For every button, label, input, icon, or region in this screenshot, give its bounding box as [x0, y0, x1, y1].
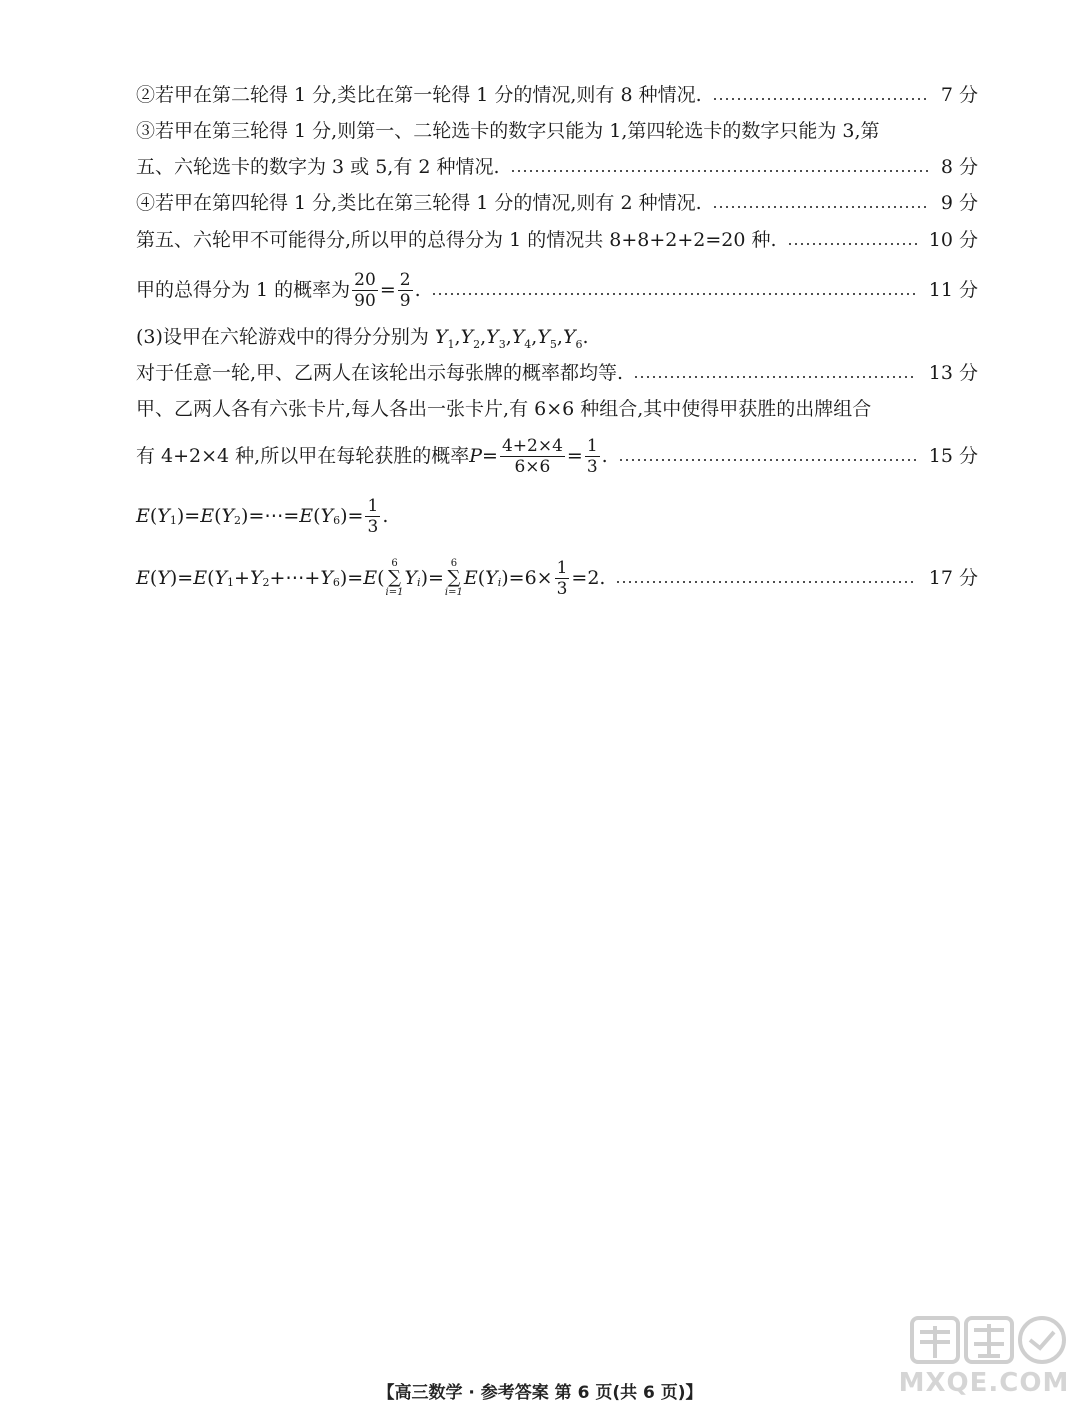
subscript: 6 [333, 514, 341, 527]
numerator: 20 [354, 269, 376, 290]
var-y: Y [221, 505, 235, 527]
var-y: Y [511, 326, 525, 348]
operator: =6× [508, 567, 553, 589]
solution-line-3 [136, 152, 978, 182]
operator: )=⋯= [241, 505, 300, 527]
expect-e: E [299, 505, 314, 527]
score-label: 11 分 [928, 279, 978, 301]
leader-dots [431, 293, 917, 295]
comma: , [480, 326, 487, 348]
var-p: P [469, 445, 483, 467]
period: . [414, 279, 421, 301]
var-y: Y [214, 567, 228, 589]
solution-line-8 [136, 358, 978, 388]
line-text: 对于任意一轮,甲、乙两人在该轮出示每张牌的概率都均等. [136, 362, 624, 384]
subscript: 2 [262, 576, 270, 589]
var-y: Y [320, 567, 333, 589]
line-text: 甲的总得分为 1 的概率为 [136, 279, 351, 301]
var-y: Y [320, 505, 334, 527]
summation [445, 558, 463, 598]
subscript: i [497, 576, 502, 589]
subscript: 6 [332, 576, 340, 589]
score-label: 8 分 [940, 156, 978, 178]
score-label: 15 分 [928, 445, 978, 467]
leader-dots [618, 459, 917, 461]
line-text: 有 4+2×4 种,所以甲在每轮获胜的概率 [136, 445, 470, 467]
denominator: 3 [367, 516, 379, 537]
equals-sign: = [482, 445, 498, 467]
subscript: 1 [169, 514, 177, 527]
subscript: 1 [447, 338, 455, 351]
score-label: 10 分 [928, 229, 978, 251]
leader-dots [712, 206, 929, 208]
subscript: 1 [227, 576, 235, 589]
var-y: Y [157, 505, 170, 527]
leader-dots [615, 581, 916, 583]
period: . [582, 326, 589, 348]
line-text: ④若甲在第四轮得 1 分,类比在第三轮得 1 分的情况,则有 2 种情况. [136, 192, 702, 214]
var-y: Y [537, 326, 550, 348]
sum-upper: 6 [450, 558, 458, 569]
operator: )= [176, 505, 201, 527]
operator: + [234, 567, 250, 589]
paren: )= [420, 567, 444, 589]
subscript: 4 [524, 338, 532, 351]
solution-line-12 [136, 556, 978, 600]
var-y: Y [157, 567, 170, 589]
fraction [398, 270, 413, 311]
subscript: 2 [234, 514, 242, 527]
subscript: 2 [473, 338, 481, 351]
line-text: 甲、乙两人各有六张卡片,每人各出一张卡片,有 6×6 种组合,其中使得甲获胜的出牌组合 [136, 398, 872, 420]
var-y: Y [486, 326, 499, 348]
equals-sign: = [379, 279, 396, 301]
operator: )= [339, 567, 364, 589]
numerator: 1 [367, 495, 379, 516]
sigma-icon: ∑ [388, 567, 401, 588]
expect-e: E [363, 567, 378, 589]
solution-line-2 [136, 116, 978, 146]
sum-lower: i=1 [444, 587, 463, 598]
comma: , [531, 326, 538, 348]
operator: )= [340, 505, 364, 527]
solution-line-7 [136, 322, 978, 352]
watermark-text: MXQE.COM [898, 1368, 1070, 1398]
line-text: ②若甲在第二轮得 1 分,类比在第一轮得 1 分的情况,则有 8 种情况. [136, 84, 702, 106]
leader-dots [633, 376, 917, 378]
paren: ( [313, 505, 321, 527]
sum-lower: i=1 [385, 587, 404, 598]
numerator: 2 [399, 269, 411, 290]
solution-line-9 [136, 394, 978, 424]
paren: ( [377, 567, 385, 589]
page-footer: 【高三数学 · 参考答案 第 6 页(共 6 页)】 [377, 1383, 703, 1403]
line-text: ③若甲在第三轮得 1 分,则第一、二轮选卡的数字只能为 1,第四轮选卡的数字只能为 3,第 [136, 120, 880, 142]
fraction [585, 436, 600, 477]
paren: ( [477, 567, 486, 589]
solution-line-11 [136, 496, 978, 536]
var-y: Y [404, 567, 418, 589]
operator: +⋯+ [269, 567, 321, 589]
answer-logo-icon [898, 1312, 1070, 1372]
line-text: 第五、六轮甲不可能得分,所以甲的总得分为 1 的情况共 8+8+2+2=20 种. [136, 229, 777, 251]
solution-line-10 [136, 436, 978, 476]
equals-sign: = [566, 445, 583, 467]
var-y: Y [485, 567, 498, 589]
paren: ( [214, 505, 222, 527]
paren: ( [149, 567, 158, 589]
fraction [555, 558, 570, 599]
var-y: Y [249, 567, 263, 589]
leader-dots [510, 170, 929, 172]
line-text: (3)设甲在六轮游戏中的得分分别为 [136, 326, 435, 348]
solution-line-6 [136, 270, 978, 310]
denominator: 3 [556, 578, 568, 599]
solution-line-4 [136, 188, 978, 218]
solution-line-5 [136, 225, 978, 255]
solution-line-1 [136, 80, 978, 110]
expect-e: E [193, 567, 208, 589]
score-label: 7 分 [940, 84, 978, 106]
denominator: 3 [586, 456, 598, 477]
denominator: 90 [354, 290, 376, 311]
expect-e: E [463, 567, 478, 589]
comma: , [505, 326, 512, 348]
leader-dots [712, 98, 929, 100]
score-label: 9 分 [940, 192, 978, 214]
line-text: 五、六轮选卡的数字为 3 或 5,有 2 种情况. [136, 156, 500, 178]
score-label: 17 分 [928, 567, 978, 589]
denominator: 6×6 [514, 456, 551, 477]
sigma-icon: ∑ [447, 567, 461, 588]
var-y: Y [562, 326, 576, 348]
subscript: 3 [498, 338, 506, 351]
result: =2. [571, 567, 606, 589]
numerator: 1 [556, 557, 568, 578]
numerator: 1 [586, 435, 598, 456]
expect-e: E [136, 505, 150, 527]
paren: ( [149, 505, 158, 527]
var-y: Y [460, 326, 474, 348]
fraction [500, 436, 565, 477]
paren: ( [207, 567, 215, 589]
var-y: Y [434, 326, 448, 348]
paren: ) [501, 567, 509, 589]
fraction [365, 496, 380, 537]
expect-e: E [200, 505, 215, 527]
denominator: 9 [399, 290, 411, 311]
subscript: 5 [549, 338, 557, 351]
score-label: 13 分 [928, 362, 978, 384]
subscript: 6 [575, 338, 583, 351]
subscript: i [417, 576, 421, 589]
paren: )= [169, 567, 194, 589]
expect-e: E [136, 567, 150, 589]
comma: , [454, 326, 461, 348]
summation [386, 558, 404, 598]
comma: , [556, 326, 563, 348]
leader-dots [787, 243, 917, 245]
fraction [352, 270, 378, 311]
period: . [382, 505, 389, 527]
period: . [601, 445, 608, 467]
sum-upper: 6 [391, 558, 398, 569]
numerator: 4+2×4 [501, 435, 563, 456]
